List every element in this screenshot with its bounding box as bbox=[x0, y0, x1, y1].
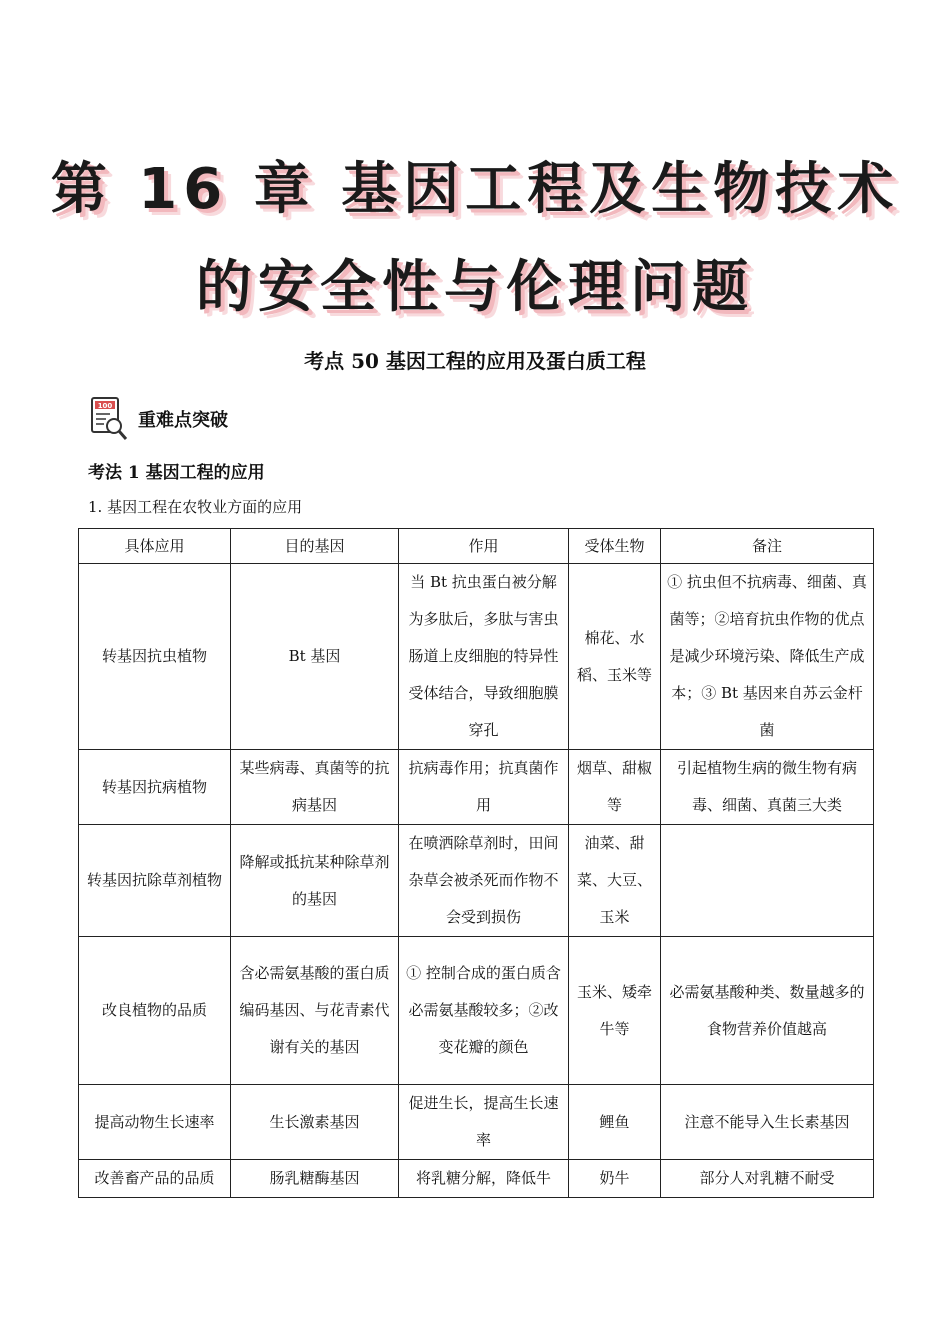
topic-subtitle: 考点 50 基因工程的应用及蛋白质工程 bbox=[304, 349, 646, 373]
table-cell: 生长激素基因 bbox=[231, 1085, 399, 1160]
table-cell: 转基因抗虫植物 bbox=[79, 564, 231, 750]
svg-text:100: 100 bbox=[97, 402, 113, 410]
intro-text: 1. 基因工程在农牧业方面的应用 bbox=[88, 498, 303, 516]
application-table bbox=[78, 528, 874, 1198]
chapter-title-line-1: 第 16 章 基因工程及生物技术 bbox=[50, 157, 900, 222]
header-recipient: 受体生物 bbox=[569, 529, 661, 564]
table-cell: 当 Bt 抗虫蛋白被分解为多肽后，多肽与害虫肠道上皮细胞的特异性受体结合，导致细胞膜穿孔 bbox=[399, 564, 569, 750]
table-cell: ① 抗虫但不抗病毒、细菌、真菌等；②培育抗虫作物的优点是减少环境污染、降低生产成本；③ Bt 基因来自苏云金杆菌 bbox=[661, 564, 874, 750]
table-cell: 抗病毒作用；抗真菌作用 bbox=[399, 750, 569, 825]
header-target-gene: 目的基因 bbox=[231, 529, 399, 564]
table-cell: 玉米、矮牵牛等 bbox=[569, 937, 661, 1085]
table-cell: 改善畜产品的品质 bbox=[79, 1160, 231, 1198]
table-row bbox=[79, 825, 874, 937]
table-cell: 转基因抗病植物 bbox=[79, 750, 231, 825]
header-application: 具体应用 bbox=[79, 529, 231, 564]
table-cell: 部分人对乳糖不耐受 bbox=[661, 1160, 874, 1198]
table-row bbox=[79, 564, 874, 750]
table-row bbox=[79, 937, 874, 1085]
table-row bbox=[79, 1160, 874, 1198]
table-cell: 鲤鱼 bbox=[569, 1085, 661, 1160]
table-cell: 某些病毒、真菌等的抗病基因 bbox=[231, 750, 399, 825]
table-cell: 提高动物生长速率 bbox=[79, 1085, 231, 1160]
exam-100-magnifier-icon bbox=[90, 396, 128, 442]
table-row bbox=[79, 750, 874, 825]
table-cell: 必需氨基酸种类、数量越多的食物营养价值越高 bbox=[661, 937, 874, 1085]
table-header-row bbox=[79, 529, 874, 564]
table-cell: 引起植物生病的微生物有病毒、细菌、真菌三大类 bbox=[661, 750, 874, 825]
table-cell: 油菜、甜菜、大豆、玉米 bbox=[569, 825, 661, 937]
table-cell bbox=[661, 825, 874, 937]
table-cell: 促进生长，提高生长速率 bbox=[399, 1085, 569, 1160]
header-notes: 备注 bbox=[661, 529, 874, 564]
table-cell: 在喷洒除草剂时，田间杂草会被杀死而作物不会受到损伤 bbox=[399, 825, 569, 937]
table-cell: 棉花、水稻、玉米等 bbox=[569, 564, 661, 750]
key-points-label: 重难点突破 bbox=[138, 410, 228, 431]
table-cell: 将乳糖分解，降低牛 bbox=[399, 1160, 569, 1198]
section-title: 考法 1 基因工程的应用 bbox=[88, 463, 265, 483]
header-effect: 作用 bbox=[399, 529, 569, 564]
table-cell: 含必需氨基酸的蛋白质编码基因、与花青素代谢有关的基因 bbox=[231, 937, 399, 1085]
table-cell: 烟草、甜椒等 bbox=[569, 750, 661, 825]
table-cell: 注意不能导入生长素基因 bbox=[661, 1085, 874, 1160]
table-row bbox=[79, 1085, 874, 1160]
table-cell: 转基因抗除草剂植物 bbox=[79, 825, 231, 937]
table-cell: 改良植物的品质 bbox=[79, 937, 231, 1085]
table-cell: ① 控制合成的蛋白质含必需氨基酸较多；②改变花瓣的颜色 bbox=[399, 937, 569, 1085]
chapter-title-line-2: 的安全性与伦理问题 bbox=[196, 255, 754, 320]
table-cell: Bt 基因 bbox=[231, 564, 399, 750]
table-cell: 肠乳糖酶基因 bbox=[231, 1160, 399, 1198]
table-cell: 奶牛 bbox=[569, 1160, 661, 1198]
table-cell: 降解或抵抗某种除草剂的基因 bbox=[231, 825, 399, 937]
